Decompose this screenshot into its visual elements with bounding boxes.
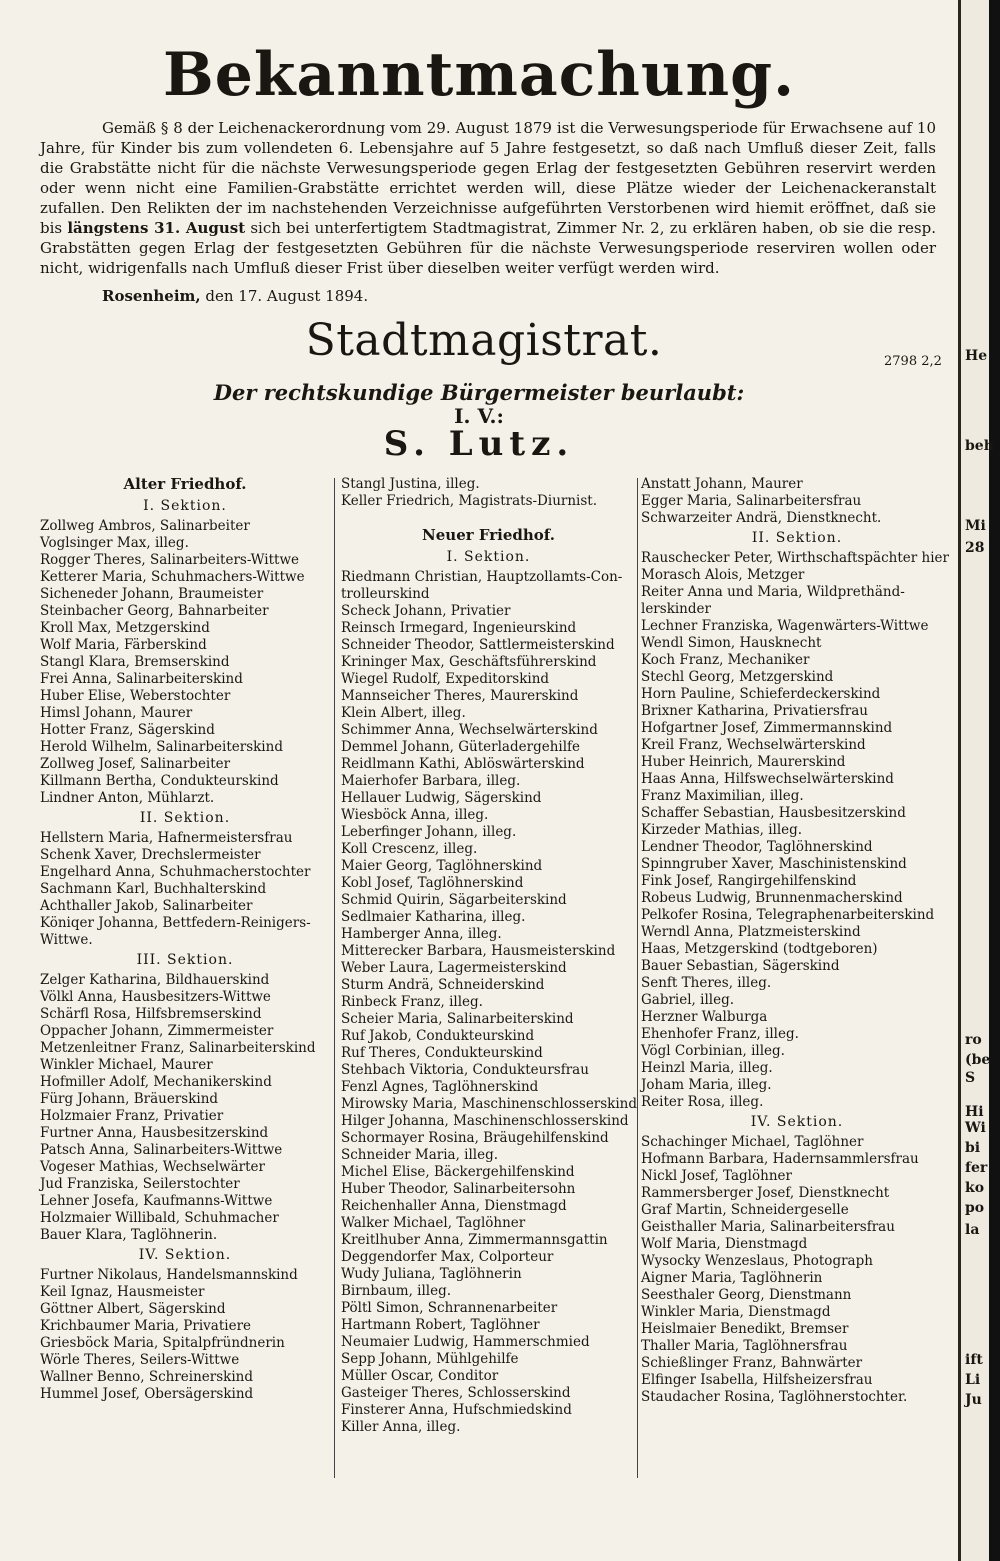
list-item: Ehenhofer Franz, illeg.	[641, 1026, 799, 1042]
edge-fragment: 28	[965, 540, 985, 556]
list-item: Wudy Juliana, Taglöhnerin	[341, 1266, 522, 1282]
edge-fragment: (be	[965, 1052, 991, 1068]
list-item: Himsl Johann, Maurer	[40, 705, 193, 721]
list-item: Weber Laura, Lagermeisterskind	[341, 960, 567, 976]
list-item: Schenk Xaver, Drechslermeister	[40, 847, 261, 863]
list-item: Ketterer Maria, Schuhmachers-Wittwe	[40, 569, 305, 585]
list-item: Scheier Maria, Salinarbeiterskind	[341, 1011, 574, 1027]
list-item: Gabriel, illeg.	[641, 992, 735, 1008]
list-item: Holzmaier Willibald, Schuhmacher	[40, 1210, 279, 1226]
list-item: Zelger Katharina, Bildhauerskind	[40, 972, 270, 988]
list-item: Winkler Maria, Dienstmagd	[641, 1304, 831, 1320]
list-item: Demmel Johann, Güterladergehilfe	[341, 739, 581, 755]
notice-deadline: längstens 31. August	[67, 219, 246, 237]
section-heading: IV. Sektion.	[138, 1247, 232, 1263]
list-item: Oppacher Johann, Zimmermeister	[40, 1023, 274, 1039]
reference-number: 2798 2,2	[884, 354, 942, 369]
list-item: Herzner Walburga	[641, 1009, 768, 1025]
edge-dark-bar	[989, 0, 1000, 1561]
section-heading: II. Sektion.	[139, 810, 231, 826]
list-item: Werndl Anna, Platzmeisterskind	[641, 924, 861, 940]
edge-fragment: Li	[965, 1372, 981, 1388]
list-item: Vögl Corbinian, illeg.	[641, 1043, 785, 1059]
list-item: Graf Martin, Schneidergeselle	[641, 1202, 849, 1218]
dateline-date: den 17. August 1894.	[205, 287, 369, 305]
edge-fragment: bi	[965, 1140, 981, 1156]
list-item: Heinzl Maria, illeg.	[641, 1060, 773, 1076]
notice-text-part1: Gemäß § 8 der Leichenackerordnung vom 29. August 1879 ist die Verwesungsperiode für Erwachsene auf 10 Jahre, für Kinder bis zum vollendeten 6. Lebensjahre auf 5 Jahre festgesetzt, so daß nach Umfluß dieser Zeit, falls die Grabstätte nicht für die nächste Verwesungsperiode gegen Erlag der festgesetzten Gebühren reservirt werden oder wenn nicht eine Familien-Grabstätte errichtet werden will, diese Plätze wieder der Leichenackeranstalt zufallen. Den Relikten der im nachstehenden Verzeichnisse aufgeführten Verstorbenen wird hiemit eröffnet, daß sie bis	[40, 119, 936, 237]
list-item: Engelhard Anna, Schuhmacherstochter	[40, 864, 311, 880]
list-item: Michel Elise, Bäckergehilfenskind	[341, 1164, 575, 1180]
list-item: Reichenhaller Anna, Dienstmagd	[341, 1198, 567, 1214]
list-item: Stangl Klara, Bremserskind	[40, 654, 230, 670]
list-item: Sicheneder Johann, Braumeister	[40, 586, 264, 602]
edge-fragment: beh	[965, 438, 994, 454]
spacer	[341, 510, 636, 527]
section-heading: I. Sektion.	[446, 549, 531, 565]
list-item: Keil Ignaz, Hausmeister	[40, 1284, 205, 1300]
list-item: Vogeser Mathias, Wechselwärter	[40, 1159, 265, 1175]
list-item: Brixner Katharina, Privatiersfrau	[641, 703, 868, 719]
list-item: Thaller Maria, Taglöhnersfrau	[641, 1338, 848, 1354]
list-item: Wittwe.	[40, 932, 93, 948]
notice-paragraph	[40, 118, 936, 278]
list-item: Jud Franziska, Seilerstochter	[40, 1176, 240, 1192]
edge-fragment: He	[965, 348, 988, 364]
list-item: Wiesböck Anna, illeg.	[341, 807, 489, 823]
column-rule	[637, 478, 638, 1478]
cemetery-heading: Neuer Friedhof.	[422, 526, 555, 544]
list-item: Franz Maximilian, illeg.	[641, 788, 804, 804]
list-item: Rammersberger Josef, Dienstknecht	[641, 1185, 890, 1201]
list-item: Bauer Klara, Taglöhnerin.	[40, 1227, 218, 1243]
list-item: Lindner Anton, Mühlarzt.	[40, 790, 215, 806]
list-item: Rauschecker Peter, Wirthschaftspächter hier	[641, 550, 949, 566]
edge-fragment: fer	[965, 1160, 988, 1176]
list-item: Joham Maria, illeg.	[641, 1077, 772, 1093]
list-item: Schmid Quirin, Sägarbeiterskind	[341, 892, 567, 908]
list-item: Frei Anna, Salinarbeiterskind	[40, 671, 243, 687]
list-item: Scheck Johann, Privatier	[341, 603, 511, 619]
list-item: Bauer Sebastian, Sägerskind	[641, 958, 840, 974]
list-item: Senft Theres, illeg.	[641, 975, 772, 991]
list-item: Pöltl Simon, Schrannenarbeiter	[341, 1300, 558, 1316]
list-item: Riedmann Christian, Hauptzollamts-Con-	[341, 569, 623, 585]
list-item: Horn Pauline, Schieferdeckerskind	[641, 686, 881, 702]
list-item: Holzmaier Franz, Privatier	[40, 1108, 224, 1124]
section-heading: I. Sektion.	[143, 498, 227, 514]
list-item: Maierhofer Barbara, illeg.	[341, 773, 521, 789]
notice-body	[40, 118, 936, 278]
list-column-3	[641, 476, 953, 1406]
list-item: Reiter Rosa, illeg.	[641, 1094, 764, 1110]
list-item: Hofmann Barbara, Hadernsammlersfrau	[641, 1151, 919, 1167]
list-item: Metzenleitner Franz, Salinarbeiterskind	[40, 1040, 316, 1056]
list-item: Morasch Alois, Metzger	[641, 567, 805, 583]
list-item: Hamberger Anna, illeg.	[341, 926, 502, 942]
list-item: Lendner Theodor, Taglöhnerskind	[641, 839, 873, 855]
list-item: Kreitlhuber Anna, Zimmermannsgattin	[341, 1232, 608, 1248]
section-heading: III. Sektion.	[136, 952, 234, 968]
dateline	[102, 287, 368, 305]
list-item: Kirzeder Mathias, illeg.	[641, 822, 803, 838]
list-item: Ruf Theres, Condukteurskind	[341, 1045, 543, 1061]
list-item: lerskinder	[641, 601, 711, 617]
list-item: Völkl Anna, Hausbesitzers-Wittwe	[40, 989, 271, 1005]
list-item: Rogger Theres, Salinarbeiters-Wittwe	[40, 552, 299, 568]
list-item: Zollweg Ambros, Salinarbeiter	[40, 518, 250, 534]
list-item: Wiegel Rudolf, Expeditorskind	[341, 671, 550, 687]
list-column-1	[40, 476, 330, 1403]
edge-fragment: ro	[965, 1032, 982, 1048]
list-item: Finsterer Anna, Hufschmiedskind	[341, 1402, 572, 1418]
list-item: Walker Michael, Taglöhner	[341, 1215, 526, 1231]
list-item: Reidlmann Kathi, Ablöswärterskind	[341, 756, 585, 772]
edge-fragment: po	[965, 1200, 985, 1216]
list-item: Lehner Josefa, Kaufmanns-Wittwe	[40, 1193, 273, 1209]
list-item: Hartmann Robert, Taglöhner	[341, 1317, 540, 1333]
section-heading: IV. Sektion.	[750, 1114, 844, 1130]
list-item: Klein Albert, illeg.	[341, 705, 466, 721]
list-item: Aigner Maria, Taglöhnerin	[641, 1270, 823, 1286]
edge-fragment: Hi	[965, 1104, 984, 1120]
list-item: Wolf Maria, Färberskind	[40, 637, 207, 653]
list-item: Huber Heinrich, Maurerskind	[641, 754, 846, 770]
list-item: Mannseicher Theres, Maurerskind	[341, 688, 579, 704]
list-item: Maier Georg, Taglöhnerskind	[341, 858, 543, 874]
list-item: Keller Friedrich, Magistrats-Diurnist.	[341, 493, 598, 509]
list-item: Gasteiger Theres, Schlosserskind	[341, 1385, 571, 1401]
list-item: Spinngruber Xaver, Maschinistenskind	[641, 856, 907, 872]
list-item: Reiter Anna und Maria, Wildprethänd-	[641, 584, 905, 600]
list-item: Köniqer Johanna, Bettfedern-Reinigers-	[40, 915, 311, 931]
column-rule	[334, 478, 335, 1478]
list-item: Hummel Josef, Obersägerskind	[40, 1386, 254, 1402]
list-item: Schachinger Michael, Taglöhner	[641, 1134, 864, 1150]
list-item: Winkler Michael, Maurer	[40, 1057, 213, 1073]
list-item: Wysocky Wenzeslaus, Photograph	[641, 1253, 873, 1269]
list-column-2	[341, 476, 636, 1436]
list-item: Kreil Franz, Wechselwärterskind	[641, 737, 866, 753]
list-item: Hofgartner Josef, Zimmermannskind	[641, 720, 893, 736]
list-item: Huber Theodor, Salinarbeitersohn	[341, 1181, 576, 1197]
list-item: Birnbaum, illeg.	[341, 1283, 452, 1299]
list-item: Egger Maria, Salinarbeitersfrau	[641, 493, 862, 509]
edge-fragment: la	[965, 1222, 980, 1238]
list-item: Schneider Theodor, Sattlermeisterskind	[341, 637, 615, 653]
list-item: Rinbeck Franz, illeg.	[341, 994, 483, 1010]
list-item: Koch Franz, Mechaniker	[641, 652, 810, 668]
in-vertretung: I. V.:	[454, 404, 504, 428]
list-item: Leberfinger Johann, illeg.	[341, 824, 517, 840]
list-item: Fenzl Agnes, Taglöhnerskind	[341, 1079, 539, 1095]
list-item: Sepp Johann, Mühlgehilfe	[341, 1351, 519, 1367]
edge-fragment: Mi	[965, 518, 986, 534]
list-item: Koll Crescenz, illeg.	[341, 841, 478, 857]
edge-fragment: ift	[965, 1352, 983, 1368]
list-item: Killmann Bertha, Condukteurskind	[40, 773, 279, 789]
list-item: Killer Anna, illeg.	[341, 1419, 461, 1435]
list-item: Krininger Max, Geschäftsführerskind	[341, 654, 597, 670]
list-item: Sturm Andrä, Schneiderskind	[341, 977, 545, 993]
list-item: Geisthaller Maria, Salinarbeitersfrau	[641, 1219, 895, 1235]
list-item: Herold Wilhelm, Salinarbeiterskind	[40, 739, 283, 755]
list-item: Schärfl Rosa, Hilfsbremserskind	[40, 1006, 262, 1022]
list-item: Steinbacher Georg, Bahnarbeiter	[40, 603, 269, 619]
list-item: Sachmann Karl, Buchhalterskind	[40, 881, 267, 897]
list-item: Seesthaler Georg, Dienstmann	[641, 1287, 852, 1303]
notice-title: Bekanntmachung.	[163, 40, 795, 110]
list-item: Furtner Anna, Hausbesitzerskind	[40, 1125, 269, 1141]
edge-fragment: S	[965, 1070, 976, 1086]
list-item: Anstatt Johann, Maurer	[641, 476, 803, 492]
list-item: Wendl Simon, Hausknecht	[641, 635, 822, 651]
list-item: Schneider Maria, illeg.	[341, 1147, 499, 1163]
list-item: Hellauer Ludwig, Sägerskind	[341, 790, 542, 806]
list-item: Fink Josef, Rangirgehilfenskind	[641, 873, 857, 889]
signature: S. Lutz.	[383, 424, 575, 464]
list-item: Heislmaier Benedikt, Bremser	[641, 1321, 849, 1337]
section-heading: II. Sektion.	[751, 530, 843, 546]
list-item: Schwarzeiter Andrä, Dienstknecht.	[641, 510, 882, 526]
list-item: Zollweg Josef, Salinarbeiter	[40, 756, 231, 772]
dateline-place: Rosenheim,	[102, 287, 201, 305]
list-item: Göttner Albert, Sägerskind	[40, 1301, 226, 1317]
list-item: Furtner Nikolaus, Handelsmannskind	[40, 1267, 298, 1283]
list-item: Wolf Maria, Dienstmagd	[641, 1236, 808, 1252]
list-item: Hofmiller Adolf, Mechanikerskind	[40, 1074, 272, 1090]
list-item: Hotter Franz, Sägerskind	[40, 722, 215, 738]
list-item: Stangl Justina, illeg.	[341, 476, 480, 492]
list-item: Schimmer Anna, Wechselwärterskind	[341, 722, 598, 738]
list-item: Ruf Jakob, Condukteurskind	[341, 1028, 535, 1044]
list-item: Haas Anna, Hilfswechselwärterskind	[641, 771, 894, 787]
list-item: Fürg Johann, Bräuerskind	[40, 1091, 219, 1107]
list-item: Patsch Anna, Salinarbeiters-Wittwe	[40, 1142, 283, 1158]
list-item: Deggendorfer Max, Colporteur	[341, 1249, 554, 1265]
list-item: Wörle Theres, Seilers-Wittwe	[40, 1352, 240, 1368]
list-item: Achthaller Jakob, Salinarbeiter	[40, 898, 253, 914]
list-item: Schormayer Rosina, Bräugehilfenskind	[341, 1130, 609, 1146]
list-item: trolleurskind	[341, 586, 430, 602]
list-item: Lechner Franziska, Wagenwärters-Wittwe	[641, 618, 929, 634]
list-item: Hilger Johanna, Maschinenschlosserskind	[341, 1113, 629, 1129]
list-item: Schaffer Sebastian, Hausbesitzerskind	[641, 805, 906, 821]
list-item: Reinsch Irmegard, Ingenieurskind	[341, 620, 577, 636]
list-item: Müller Oscar, Conditor	[341, 1368, 499, 1384]
list-item: Kobl Josef, Taglöhnerskind	[341, 875, 524, 891]
list-item: Krichbaumer Maria, Privatiere	[40, 1318, 252, 1334]
cemetery-heading: Alter Friedhof.	[123, 475, 247, 493]
list-item: Stechl Georg, Metzgerskind	[641, 669, 834, 685]
edge-fragment: Ju	[965, 1392, 982, 1408]
list-item: Griesböck Maria, Spitalpfründnerin	[40, 1335, 285, 1351]
list-item: Neumaier Ludwig, Hammerschmied	[341, 1334, 590, 1350]
list-item: Nickl Josef, Taglöhner	[641, 1168, 792, 1184]
list-item: Staudacher Rosina, Taglöhnerstochter.	[641, 1389, 908, 1405]
list-item: Mitterecker Barbara, Hausmeisterskind	[341, 943, 616, 959]
issuing-authority: Stadtmagistrat.	[305, 315, 663, 366]
list-item: Schießlinger Franz, Bahnwärter	[641, 1355, 863, 1371]
list-item: Haas, Metzgerskind (todtgeboren)	[641, 941, 878, 957]
list-item: Sedlmaier Katharina, illeg.	[341, 909, 526, 925]
list-item: Stehbach Viktoria, Condukteursfrau	[341, 1062, 589, 1078]
list-item: Elfinger Isabella, Hilfsheizersfrau	[641, 1372, 873, 1388]
list-item: Pelkofer Rosina, Telegraphenarbeiterskind	[641, 907, 935, 923]
mayor-line: Der rechtskundige Bürgermeister beurlaubt:	[213, 380, 745, 405]
list-item: Mirowsky Maria, Maschinenschlosserskind	[341, 1096, 638, 1112]
notice-text-part2: sich bei unterfertigtem Stadtmagistrat, Zimmer Nr. 2, zu erklären haben, ob sie die resp. Grabstätten gegen Erlag der festgesetzten Gebühren für die nächste Verwesungsperiode reserviren wollen oder nicht, widrigenfalls nach Umfluß dieser Frist über dieselben weiter verfügt werden wird.	[40, 219, 936, 277]
list-item: Hellstern Maria, Hafnermeistersfrau	[40, 830, 293, 846]
edge-fragment: ko	[965, 1180, 985, 1196]
list-item: Kroll Max, Metzgerskind	[40, 620, 210, 636]
edge-fragment: Wi	[965, 1120, 986, 1136]
adjacent-page-edge	[958, 0, 1000, 1561]
list-item: Voglsinger Max, illeg.	[40, 535, 189, 551]
list-item: Wallner Benno, Schreinerskind	[40, 1369, 253, 1385]
list-item: Robeus Ludwig, Brunnenmacherskind	[641, 890, 903, 906]
list-item: Huber Elise, Weberstochter	[40, 688, 231, 704]
